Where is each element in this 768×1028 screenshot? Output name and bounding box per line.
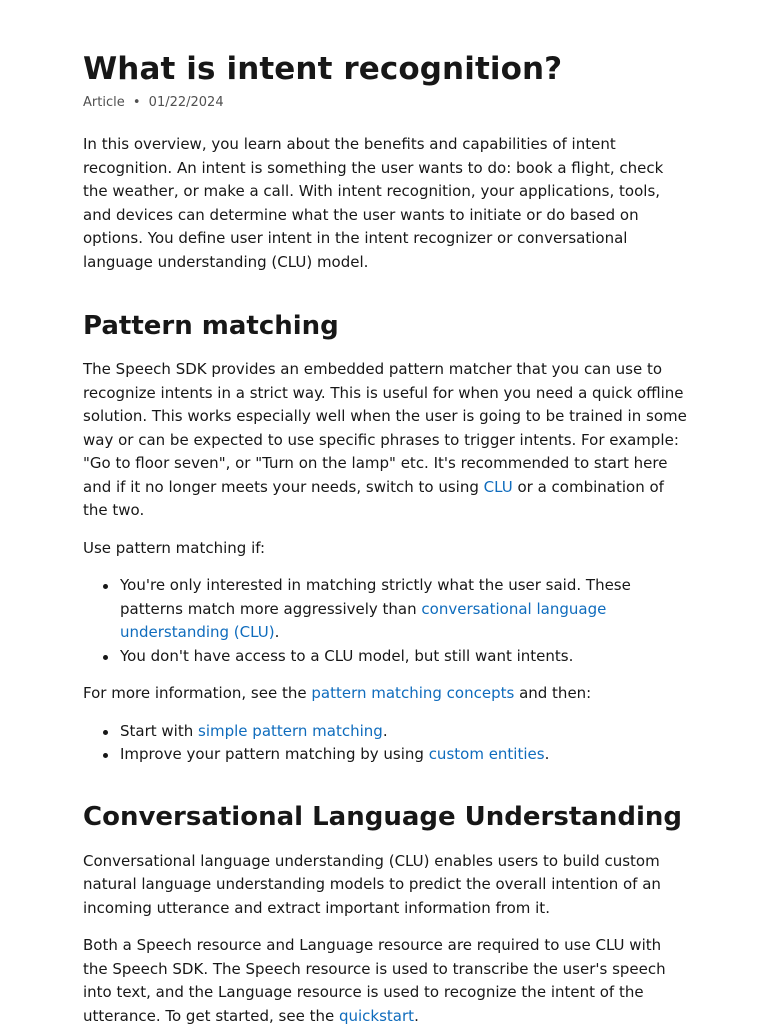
paragraph-text: The Speech SDK provides an embedded pattern matcher that you can use to recognize intents in a strict way. This is useful for when you need a quick offline solution. This works especially well when the user is going to be trained in some way or can be expected to use specific phrases to trigger intents. For example: "Go to floor seven", or "Turn on the lamp" etc. It's recommended to start here and if it no longer meets your needs, switch to using (83, 360, 687, 496)
clu-paragraph-2 (83, 934, 689, 1028)
clu-link[interactable]: CLU (483, 477, 513, 496)
list-item-text: You're only interested in matching strictly what the user said. These patterns match more aggressively than (120, 576, 631, 618)
list-item-text-after: . (544, 745, 550, 763)
paragraph-text-after: and then: (514, 684, 592, 702)
paragraph-text: Both a Speech resource and Language resource are required to use CLU with the Speech SDK. The Speech resource is used to transcribe the user's speech into text, and the Language resource is used to recognize the intent of the utterance. To get started, see the (83, 936, 666, 1025)
list-item (120, 743, 689, 767)
list-item (120, 574, 689, 645)
section-heading-pattern-matching: Pattern matching (83, 311, 339, 341)
simple-pattern-matching-link[interactable]: simple pattern matching (198, 721, 383, 740)
paragraph-text-after: . (414, 1006, 419, 1025)
pattern-matching-concepts-link[interactable]: pattern matching concepts (311, 684, 515, 702)
paragraph-text-after: or a combination of the two. (83, 477, 664, 519)
list-item-text: Improve your pattern matching by using (120, 745, 429, 763)
use-if-list (83, 574, 689, 668)
steps-list (83, 720, 689, 767)
list-item (120, 645, 689, 669)
use-pattern-matching-if: Use pattern matching if: (83, 538, 266, 557)
list-item-text-after: . (382, 721, 388, 740)
article-content (83, 50, 689, 1028)
meta-separator: • (132, 95, 141, 110)
article-meta (83, 94, 689, 111)
clu-paragraph-1: Conversational language understanding (CLU) enables users to build custom natural language understanding models to predict the overall intention of an incoming utterance and extract important information from it. (83, 851, 661, 917)
section-heading-clu: Conversational Language Understanding (83, 801, 682, 832)
pattern-matching-paragraph (83, 358, 689, 523)
conversational-language-understanding-link[interactable]: conversational language understanding (CLU) (120, 599, 607, 641)
list-item-text: You don't have access to a CLU model, but still want intents. (120, 646, 574, 665)
paragraph-text: For more information, see the (83, 684, 312, 702)
intro-paragraph: In this overview, you learn about the benefits and capabilities of intent recognition. An intent is something the user wants to do: book a flight, check the weather, or make a call. With intent recognition, your applications, tools, and devices can determine what the user wants to initiate or do based on options. You define user intent in the intent recognizer or conversational language understanding (CLU) model. (83, 135, 664, 271)
page-title: What is intent recognition? (83, 51, 563, 87)
more-information-paragraph (83, 682, 689, 706)
quickstart-link[interactable]: quickstart (338, 1006, 415, 1025)
list-item-text: Start with (120, 721, 199, 740)
list-item (120, 720, 689, 744)
article-date: 01/22/2024 (148, 95, 224, 110)
list-item-text-after: . (274, 623, 280, 641)
custom-entities-link[interactable]: custom entities (428, 745, 545, 763)
article-type: Article (83, 95, 125, 110)
